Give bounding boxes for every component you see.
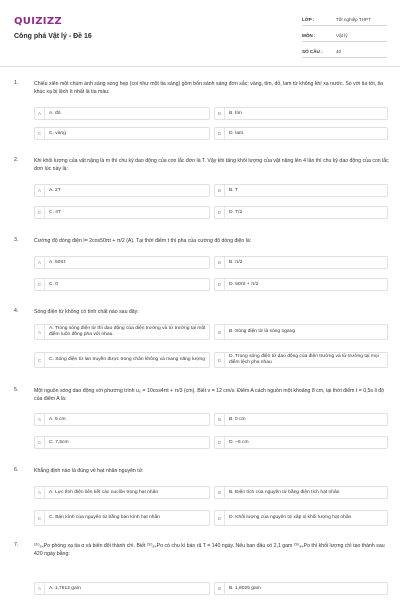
option-letter: B (215, 583, 225, 594)
option-b[interactable] (214, 324, 388, 340)
option-letter: A (35, 487, 45, 498)
option-letter: D (215, 128, 225, 139)
option-text: D. T/2 (229, 209, 243, 215)
option-c[interactable] (34, 352, 210, 368)
question-number: 4. (14, 308, 19, 314)
option-b[interactable] (214, 107, 388, 120)
meta-value: Tốt nghiệp THPT (336, 16, 371, 22)
option-a[interactable] (34, 324, 210, 340)
option-text: C. vàng (49, 130, 66, 136)
question-text: ²¹⁰₈₄Po phóng xạ tia α và biến đổi thành chì. Biết ²¹⁰₈₄Po có chu kì bán rã T = 140 ngày. Nếu ban đầu có 2,1 gam ²¹⁰₈₄Po thì khối lượng chì tạo thành sau 420 ngày bằng: (34, 543, 385, 557)
question-number: 2. (14, 157, 19, 163)
option-text: A. 5 cm (49, 416, 66, 422)
option-c[interactable] (34, 206, 210, 219)
option-letter: B (215, 108, 225, 119)
option-letter: D (215, 353, 225, 367)
option-d[interactable] (214, 206, 388, 219)
option-text: B. tím (229, 110, 242, 116)
option-letter: C (35, 353, 45, 367)
option-letter: B (215, 257, 225, 268)
meta-row-subject (302, 29, 387, 42)
option-b[interactable] (214, 486, 388, 499)
option-text: A. 2T (49, 187, 61, 193)
option-c[interactable] (34, 278, 210, 291)
option-text: B. Sóng điện từ là sóng ngang (229, 329, 296, 334)
option-text: C. 0 (49, 281, 58, 287)
option-d[interactable] (214, 510, 388, 526)
option-text: B. T (229, 187, 238, 193)
option-letter: D (215, 279, 225, 290)
option-text: C. Sóng điện từ lan truyền được trong chân không và mang năng lượng (49, 357, 205, 362)
header-divider (0, 66, 400, 67)
meta-value: 40 (336, 48, 342, 54)
option-letter: D (215, 437, 225, 448)
option-a[interactable] (34, 582, 210, 595)
option-letter: B (215, 487, 225, 498)
meta-row-count (302, 45, 387, 58)
meta-key: SỐ CÂU : (302, 48, 323, 54)
option-text: B. Điện tích của nguyên tử bằng điện tích hạt nhân (229, 489, 340, 495)
option-text: C. 7,5cm (49, 439, 69, 445)
meta-key: LỚP : (302, 16, 315, 22)
option-letter: A (35, 414, 45, 425)
option-a[interactable] (34, 486, 210, 499)
option-a[interactable] (34, 413, 210, 426)
option-text: A. 1,7512 gam (49, 585, 81, 591)
document-title: Công phá Vật lý - Đề 16 (14, 33, 92, 40)
option-d[interactable] (214, 127, 388, 140)
option-d[interactable] (214, 278, 388, 291)
option-letter: C (35, 128, 45, 139)
option-letter: D (215, 207, 225, 218)
meta-key: MÔN : (302, 32, 316, 38)
option-b[interactable] (214, 413, 388, 426)
option-text: B. 0 cm (229, 416, 246, 422)
question-number: 3. (14, 237, 19, 243)
option-text: A. đỏ. (49, 110, 62, 116)
option-letter: A (35, 257, 45, 268)
question-number: 1. (14, 80, 19, 86)
option-text: D. lam. (229, 130, 245, 136)
meta-info (302, 13, 387, 61)
option-letter: A (35, 185, 45, 196)
option-a[interactable] (34, 107, 210, 120)
option-letter: A (35, 583, 45, 594)
meta-row-class (302, 13, 387, 26)
option-letter: C (35, 511, 45, 525)
option-letter: C (35, 207, 45, 218)
option-d[interactable] (214, 352, 388, 368)
option-text: C. Bán kính của nguyên tử bằng bán kính hạt nhân (49, 515, 160, 520)
option-text: C. 4T (49, 209, 61, 215)
question-text: Khẳng định nào là đúng về hạt nhân nguyên tử: (34, 468, 144, 474)
option-text: B. π/2 (229, 259, 243, 265)
option-text: A. Lực tĩnh điện liên kết các nuclôn trong hạt nhân (49, 489, 159, 495)
option-b[interactable] (214, 256, 388, 269)
option-c[interactable] (34, 436, 210, 449)
option-a[interactable] (34, 256, 210, 269)
quizizz-logo: QUIZIZZ (14, 16, 62, 27)
option-a[interactable] (34, 184, 210, 197)
option-letter: A (35, 108, 45, 119)
option-text: A. Trong sóng điện từ thì dao động của điện trường và từ trường tại một điểm luôn đồng pha với nhau. (49, 326, 206, 337)
option-letter: C (35, 437, 45, 448)
page-header (0, 0, 400, 66)
option-d[interactable] (214, 436, 388, 449)
option-letter: A (35, 325, 45, 339)
option-text: A. 50πt (49, 259, 66, 265)
question-number: 5. (14, 387, 19, 393)
option-letter: B (215, 414, 225, 425)
option-b[interactable] (214, 582, 388, 595)
question-text: Cường độ dòng điện I= 2cos50πt + π/2 (A). Tại thời điểm t thì pha của cường độ dòng điện là: (34, 238, 252, 244)
question-text: Chiếu xiên một chùm ánh sáng song hẹp (coi như một tia sáng) gồm bốn sánh sáng đơn sắc: vàng, tím, đỏ, lam từ không khí xạ nước. So với tia tới, tia khúc xạ bị lệch ít nhất là tia màu: (34, 81, 383, 95)
question-text: Khi khối lượng của vật nặng là m thì chu kỳ dao động của con lắc đơn là T. Vậy khi tăng khối lượng của vật nặng lên 4 lần thì chu kỳ dao động của con lắc đơn lúc này là: (34, 158, 389, 172)
option-letter: C (35, 279, 45, 290)
question-text: Một nguồn sóng dao động với phương trình u₀ = 10cos4πt + π/3 (cm). Biết v = 12 cm/s. Điểm A cách nguồn một khoảng 8 cm, tại thời điểm t = 0,5s li độ của điểm A là: (34, 388, 384, 402)
option-c[interactable] (34, 510, 210, 526)
question-number: 7. (14, 542, 19, 548)
option-letter: B (215, 325, 225, 339)
option-letter: D (215, 511, 225, 525)
option-text: D. 50πt + π/2 (229, 281, 259, 287)
question-number: 6. (14, 467, 19, 473)
meta-value: Vật lý (336, 32, 348, 38)
option-b[interactable] (214, 184, 388, 197)
option-text: B. 1,8025 gam (229, 585, 261, 591)
option-letter: B (215, 185, 225, 196)
option-text: D. Trong sóng điện từ dao động của điện trường và từ trường tại mọi điểm lệch pha nhau (229, 354, 379, 365)
option-text: D. Khối lượng của nguyên tử xấp xỉ khối lượng hạt nhân (229, 515, 352, 520)
question-text: Sóng điện từ không có tính chất nào sau đây: (34, 309, 139, 315)
option-text: D. –5 cm (229, 439, 249, 445)
option-c[interactable] (34, 127, 210, 140)
